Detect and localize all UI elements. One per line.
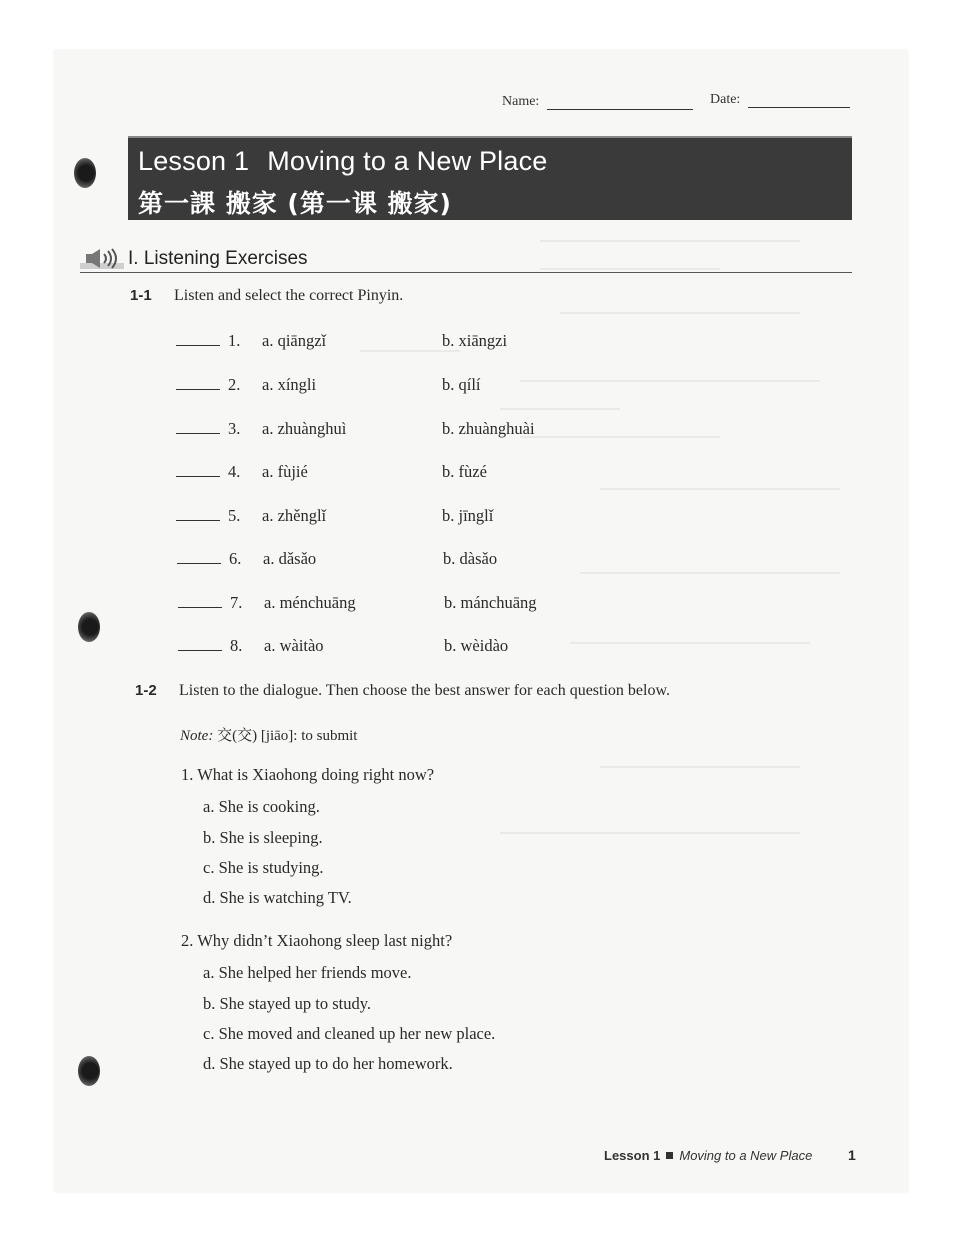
answer-blank[interactable] [176,433,220,434]
question-1: 1. What is Xiaohong doing right now? [181,765,435,784]
footer-lesson: Lesson 1 [604,1148,661,1163]
pinyin-item [176,462,596,484]
name-label: Name: [502,94,540,109]
question-2: 2. Why didn’t Xiaohong sleep last night? [181,931,453,950]
option-a: a. wàitào [264,636,324,655]
note-label: Note: [180,728,214,744]
pinyin-item [176,419,596,441]
option-b: b. fùzé [442,462,487,481]
question-1-option-a[interactable]: a. She is cooking. [203,797,320,816]
question-2-option-b[interactable]: b. She stayed up to study. [203,994,372,1013]
date-blank[interactable] [748,93,850,108]
option-b: b. dàsǎo [443,549,498,568]
lesson-title: Moving to a New Place [267,146,548,176]
item-number: 4. [228,462,241,481]
question-1-option-c[interactable]: c. She is studying. [203,858,324,877]
option-a: a. dǎsǎo [263,549,317,568]
exercise-1-2-heading [135,682,670,700]
option-b: b. xiāngzi [442,331,508,350]
item-number: 1. [228,331,241,350]
question-1-option-d[interactable]: d. She is watching TV. [203,888,352,907]
exercise-number: 1-1 [130,287,152,304]
page-number: 1 [848,1147,856,1163]
option-b: b. zhuànghuài [442,419,535,438]
pinyin-item [176,375,596,397]
exercise-instruction: Listen to the dialogue. Then choose the best answer for each question below. [179,682,670,699]
lesson-banner [128,136,852,220]
name-field[interactable] [502,94,693,110]
name-blank[interactable] [547,95,693,110]
option-b: b. mánchuāng [444,593,537,612]
option-a: a. xíngli [262,375,317,394]
item-number: 5. [228,506,241,525]
item-number: 7. [230,593,243,612]
pinyin-item [178,593,598,615]
binder-hole-bottom [78,1056,100,1086]
option-b: b. jīnglǐ [442,506,494,525]
answer-blank[interactable] [178,650,222,651]
answer-blank[interactable] [177,563,221,564]
option-b: b. wèidào [444,636,509,655]
question-2-option-a[interactable]: a. She helped her friends move. [203,963,412,982]
item-number: 2. [228,375,241,394]
page-footer [604,1148,812,1163]
item-number: 8. [230,636,243,655]
audio-speaker-icon [80,248,124,270]
date-field[interactable] [710,92,850,108]
option-a: a. zhuànghuì [262,419,347,438]
pinyin-item [178,636,598,658]
exercise-number: 1-2 [135,682,157,699]
answer-blank[interactable] [176,345,220,346]
option-b: b. qílí [442,375,481,394]
answer-blank[interactable] [178,607,222,608]
option-a: a. qiāngzǐ [262,331,327,350]
answer-blank[interactable] [176,520,220,521]
worksheet-page [54,50,908,1192]
footer-title: Moving to a New Place [679,1148,813,1163]
question-2-option-c[interactable]: c. She moved and cleaned up her new place. [203,1024,496,1043]
option-a: a. ménchuāng [264,593,356,612]
exercise-1-1-heading [130,287,403,305]
note-text: 交(交) [jiāo]: to submit [217,728,358,744]
answer-blank[interactable] [176,389,220,390]
lesson-number: Lesson 1 [138,146,250,176]
answer-blank[interactable] [176,476,220,477]
lesson-heading [138,146,548,177]
item-number: 6. [229,549,242,568]
option-a: a. zhěnglǐ [262,506,327,525]
pinyin-item [176,506,596,528]
item-number: 3. [228,419,241,438]
section-header [80,248,852,273]
date-label: Date: [710,92,741,107]
vocabulary-note [180,724,357,745]
exercise-instruction: Listen and select the correct Pinyin. [174,287,404,304]
question-1-option-b[interactable]: b. She is sleeping. [203,828,323,847]
pinyin-item [177,549,597,571]
binder-hole-top [74,158,96,188]
question-2-option-d[interactable]: d. She stayed up to do her homework. [203,1054,453,1073]
binder-hole-middle [78,612,100,642]
section-title: I. Listening Exercises [128,248,308,269]
option-a: a. fùjié [262,462,308,481]
square-bullet-icon [666,1152,673,1159]
pinyin-item [176,331,596,353]
lesson-chinese-title: 第一課 搬家 (第一课 搬家) [138,189,452,218]
